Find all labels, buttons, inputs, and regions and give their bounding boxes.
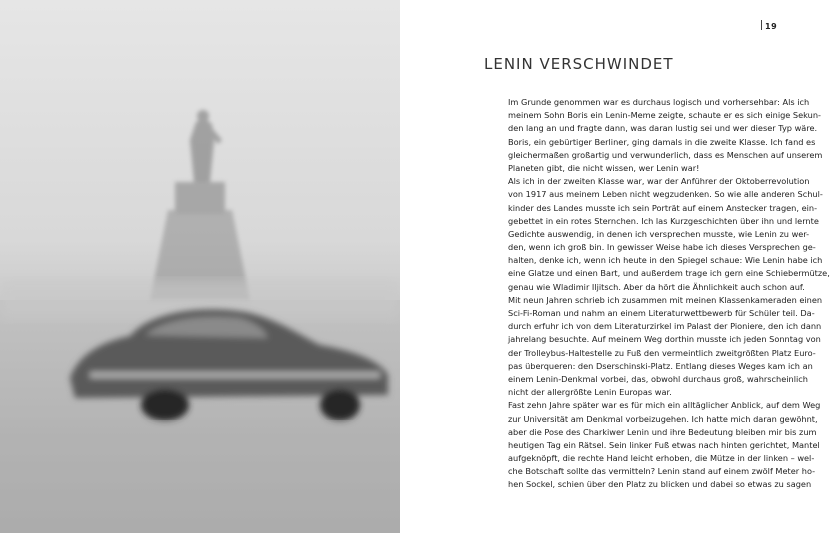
text-line: genau wie Wladimir Iljitsch. Aber da hört die Ähnlichkeit auch schon auf.	[508, 281, 805, 292]
text-line: pas überqueren: den Dserschinski-Platz. Entlang dieses Weges kam ich an	[508, 360, 813, 371]
text-line: Boris, ein gebürtiger Berliner, ging damals in die zweite Klasse. Ich fand es	[508, 136, 816, 147]
text-line: heutigen Tag ein Rätsel. Sein linker Fuß etwas nach hinten gerichtet, Mantel	[508, 439, 820, 450]
text-line: eine Glatze und einen Bart, und außerdem trage ich gern eine Schiebermütze,	[508, 268, 830, 279]
page-number-value: 19	[765, 22, 778, 31]
page-number	[761, 20, 777, 31]
chapter-title: LENIN VERSCHWINDET	[484, 55, 674, 74]
photograph-page	[0, 0, 400, 533]
text-line: che Botschaft sollte das vermitteln? Lenin stand auf einem zwölf Meter ho-	[508, 466, 816, 477]
text-line: Gedichte auswendig, in denen ich versprechen musste, wie Lenin zu wer-	[508, 228, 810, 239]
text-line: gebettet in ein rotes Sternchen. Ich las Kurzgeschichten über ihn und lernte	[508, 215, 819, 226]
text-line: aber die Pose des Charkiwer Lenin und ihre Bedeutung bleiben mir bis zum	[508, 426, 817, 437]
text-line: den lang an und fragte dann, was daran lustig sei und wer dieser Typ wäre.	[508, 123, 818, 134]
text-line: Im Grunde genommen war es durchaus logisch und vorhersehbar: Als ich	[508, 97, 810, 107]
text-line: Planeten gibt, die nicht wissen, wer Lenin war!	[508, 162, 700, 173]
text-line: aufgeknöpft, die rechte Hand leicht erhoben, die Mütze in der linken – wel-	[508, 453, 815, 464]
text-line: nicht der allergrößte Lenin Europas war.	[508, 387, 672, 398]
text-line: zur Universität am Denkmal vorbeizugehen. Ich hatte mich daran gewöhnt,	[508, 413, 818, 424]
text-line: Sci-Fi-Roman und nahm an einem Literaturwettbewerb für Schüler teil. Da-	[508, 308, 815, 318]
text-line: meinem Sohn Boris ein Lenin-Meme zeigte, schaute er es sich einige Sekun-	[508, 110, 821, 121]
text-line: der Trolleybus-Haltestelle zu Fuß den vermeintlich zweitgrößten Platz Euro-	[508, 347, 816, 358]
text-line: halten, denke ich, wenn ich heute in den Spiegel schaue: Wie Lenin habe ich	[508, 255, 823, 266]
text-line: durch erfuhr ich von dem Literaturzirkel im Palast der Pioniere, den ich dann	[508, 321, 822, 332]
text-line: gleichermaßen großartig und verwunderlich, dass es Menschen auf unserem	[508, 149, 823, 160]
text-line: Als ich in der zweiten Klasse war, war der Anführer der Oktoberrevolution	[508, 176, 810, 187]
page-number-divider	[761, 20, 762, 30]
text-line: hen Sockel, schien über den Platz zu blicken und dabei so etwas zu sagen	[508, 479, 812, 490]
text-line: jahrelang besuchte. Auf meinem Weg dorthin musste ich jeden Sonntag von	[508, 334, 821, 345]
text-line: kinder des Landes musste ich sein Porträt auf einem Anstecker tragen, ein-	[508, 202, 818, 213]
body-text	[508, 96, 830, 492]
text-line: einem Lenin-Denkmal vorbei, das, obwohl durchaus groß, wahrscheinlich	[508, 373, 808, 384]
photo-illustration	[0, 0, 400, 533]
text-line: den, wenn ich groß bin. In gewisser Weise habe ich dieses Versprechen ge-	[508, 242, 816, 253]
text-line: Mit neun Jahren schrieb ich zusammen mit meinen Klassenkameraden einen	[508, 294, 823, 305]
text-line: Fast zehn Jahre später war es für mich ein alltäglicher Anblick, auf dem Weg	[508, 400, 821, 411]
text-line: von 1917 aus meinem Leben nicht wegzudenken. So wie alle anderen Schul-	[508, 189, 823, 200]
